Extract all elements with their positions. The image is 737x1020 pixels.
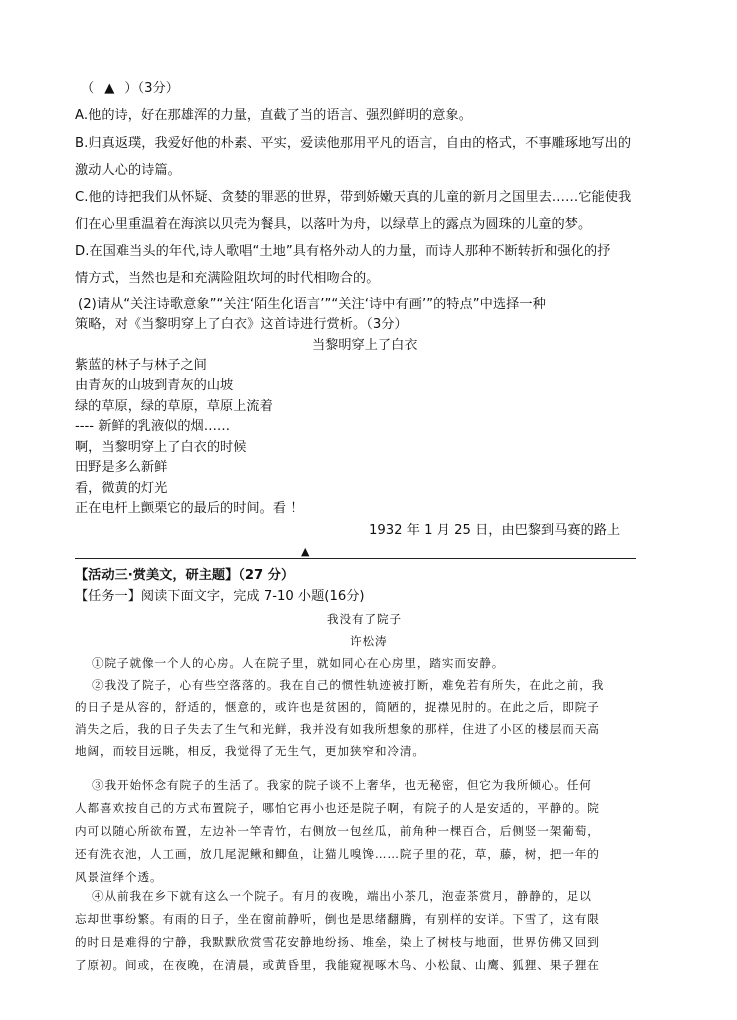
answer-marker: ▲ (104, 81, 115, 96)
poem-line: 田野是多么新鲜 (75, 460, 168, 475)
option-c-line2: 们在心里重温着在海滨以贝壳为餐具，以落叶为舟，以绿草上的露点为圆珠的儿童的梦。 (75, 217, 592, 232)
poem-signature: 1932 年 1 月 25 日，由巴黎到马赛的路上 (369, 523, 621, 538)
essay-line: 的日子是从容的，舒适的，惬意的，或许也是贫困的，简陋的，捉襟见肘的。在此之后，即院子 (75, 700, 600, 714)
essay-line: ②我没了院子，心有些空落落的。我在自己的惯性轨迹被打断，难免若有所失，在此之前，我 (92, 678, 605, 692)
essay-line: 风景渲绎个透。 (75, 870, 163, 884)
essay-line: 还有洗衣池，人工画，放几尾泥鳅和鲫鱼，让猫儿嗅馋……院子里的花，草，藤，树，把一年的 (75, 847, 600, 861)
section-divider (75, 558, 636, 559)
poem-line: 由青灰的山坡到青灰的山坡 (75, 378, 234, 393)
option-c-line1: C.他的诗把我们从怀疑、贪婪的罪恶的世界，带到娇嫩天真的儿童的新月之国里去……它能使我 (75, 190, 632, 205)
essay-line: 内可以随心所欲布置，左边补一竿青竹，右侧放一包丝瓜，前角种一棵百合，后侧竖一架葡萄， (75, 824, 600, 838)
question-2-line1: (2)请从“关注诗歌意象”“关注‘陌生化语言’”“关注‘诗中有画’”的特点”中选择一种 (78, 297, 546, 312)
poem-line: 啊，当黎明穿上了白衣的时候 (75, 440, 247, 455)
essay-line: 消失之后，我的日子失去了生气和光鲜，我并没有如我所想象的那样，住进了小区的楼层而天高 (75, 722, 600, 736)
task-heading: 【任务一】阅读下面文字，完成 7-10 小题(16分) (75, 589, 365, 604)
score-note: ）（3分） (124, 81, 179, 96)
poem-line: 正在电杆上颤栗它的最后的时间。看 ！ (75, 501, 304, 516)
essay-line: 的时日是难得的宁静，我默默欣赏雪花安静地纷扬、堆垒，染上了树枝与地面，世界仿佛又回到 (75, 935, 600, 949)
option-d-line1: D.在国难当头的年代,诗人歌唱“土地”具有格外动人的力量，而诗人那种不断转折和强化的抒 (75, 244, 611, 259)
essay-line: 人都喜欢按自己的方式布置院子，哪怕它再小也还是院子啊，有院子的人是安适的，平静的。院 (75, 801, 600, 815)
divider-marker: ▲ (301, 545, 310, 558)
poem-line: 看，微黄的灯光 (75, 481, 168, 496)
essay-line: 地阔，而较目远眺，相反，我觉得了无生气，更加狭窄和冷清。 (75, 744, 425, 758)
essay-line: ④从前我在乡下就有这么一个院子。有月的夜晚，端出小茶几，泡壶茶赏月，静静的，足以 (92, 889, 592, 903)
essay-title: 我没有了院子 (327, 612, 402, 626)
option-b-line1: B.归真返璞，我爱好他的朴素、平实，爱读他那用平凡的语言，自由的格式，不事雕琢地写出的 (75, 136, 632, 151)
option-b-line2: 激动人心的诗篇。 (75, 163, 181, 178)
question-2-line2: 策略，对《当黎明穿上了白衣》这首诗进行赏析。（3分） (75, 317, 408, 332)
essay-line: 了原初。间或，在夜晚，在清晨，或黄昏里，我能窥视啄木鸟、小松鼠、山鹰、狐狸、果子狸在 (75, 958, 600, 972)
poem-line: ---- 新鲜的乳液似的烟…… (75, 419, 231, 434)
option-a: A.他的诗，好在那雄浑的力量，直截了当的语言、强烈鲜明的意象。 (75, 108, 472, 123)
poem-line: 紫蓝的林子与林子之间 (75, 358, 207, 373)
activity-heading: 【活动三·赏美文，研主题】（27 分） (75, 568, 295, 583)
answer-paren-open: （ (81, 81, 95, 96)
essay-line: ①院子就像一个人的心房。人在院子里，就如同心在心房里，踏实而安静。 (92, 656, 505, 670)
essay-line: ③我开始怀念有院子的生活了。我家的院子谈不上奢华，也无秘密，但它为我所倾心。任何 (92, 778, 592, 792)
option-d-line2: 情方式，当然也是和充满险阻坎坷的时代相吻合的。 (75, 271, 380, 286)
essay-author: 许松涛 (350, 634, 388, 648)
essay-line: 忘却世事纷繁。有雨的日子，坐在窗前静听，倒也是思绪翻腾，有别样的安详。下雪了，这有限 (75, 912, 600, 926)
poem-title: 当黎明穿上了白衣 (312, 338, 418, 353)
question-header (81, 80, 179, 98)
poem-line: 绿的草原，绿的草原，草原上流着 (75, 399, 273, 414)
